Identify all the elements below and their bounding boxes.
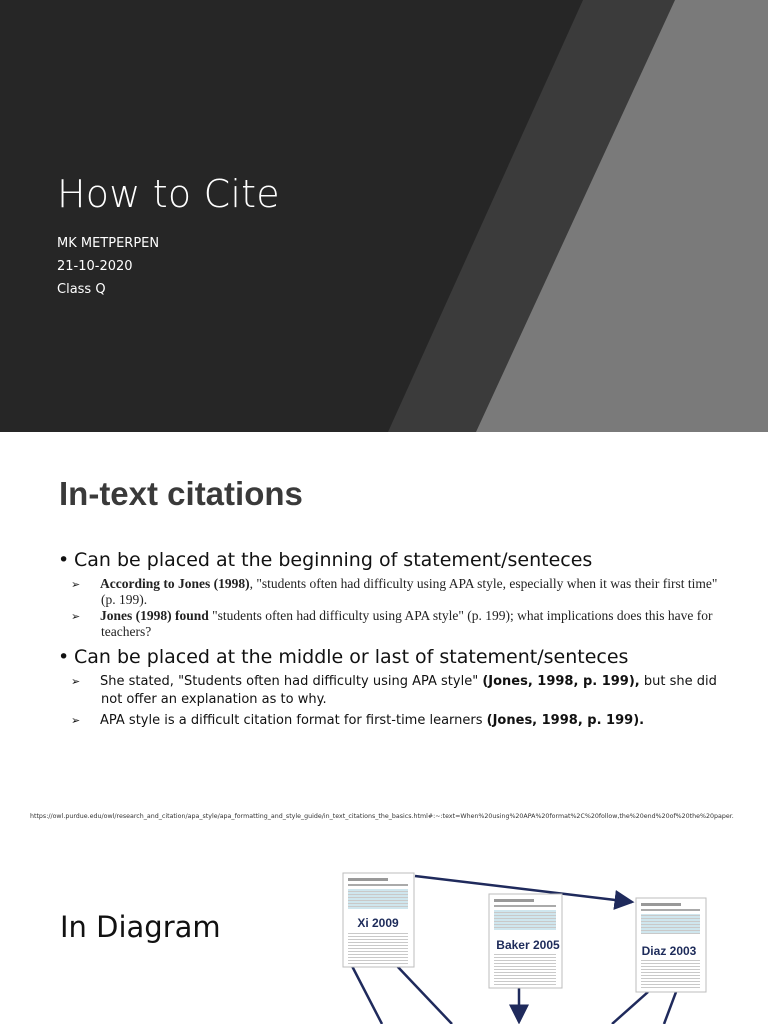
author-name: MK METPERPEN	[57, 236, 160, 251]
paper-diaz-2003	[636, 898, 706, 992]
paper-label-xi: Xi 2009	[357, 916, 399, 930]
example-apa-difficult: ➢ APA style is a difficult citation format for first-time learners (Jones, 1998, p. 199).	[71, 713, 645, 728]
arrow-diaz-down-1	[612, 992, 648, 1024]
in-text-citations-slide	[0, 432, 768, 864]
arrow-xi-down-2	[397, 966, 452, 1024]
bullet-middle-or-last: • Can be placed at the middle or last of statement/senteces	[58, 646, 629, 668]
paper-baker-2005	[489, 894, 562, 988]
arrow-bullet-icon: ➢	[71, 714, 81, 727]
bullet-dot: •	[58, 646, 70, 668]
bullet-dot: •	[58, 549, 70, 571]
example-according-to-jones: ➢ According to Jones (1998), "students often had difficulty using APA style, especially when it was their first time" (p. 199).	[71, 576, 718, 607]
arrow-bullet-icon: ➢	[71, 611, 81, 623]
presentation-date: 21-10-2020	[57, 259, 133, 274]
background-stripes	[0, 0, 768, 432]
example-jones-found: ➢ Jones (1998) found "students often had difficulty using APA style" (p. 199); what implications does this have for teachers?	[71, 608, 713, 639]
arrow-xi-down-1	[352, 966, 382, 1024]
arrow-bullet-icon: ➢	[71, 675, 81, 688]
in-diagram-slide	[0, 864, 768, 1024]
slide-title: In-text citations	[59, 475, 303, 512]
arrow-diaz-down-2	[664, 992, 676, 1024]
bullet-beginning: • Can be placed at the beginning of statement/senteces	[58, 549, 593, 571]
arrow-bullet-icon: ➢	[71, 579, 81, 591]
citation-diagram	[0, 864, 768, 1024]
paper-label-diaz: Diaz 2003	[641, 944, 697, 958]
example-she-stated: ➢ She stated, "Students often had difficulty using APA style" (Jones, 1998, p. 199), but she did not offer an explanation as to why.	[71, 674, 717, 707]
paper-xi-2009	[343, 873, 414, 967]
presentation-title: How to Cite	[57, 172, 280, 216]
source-url: https://owl.purdue.edu/owl/research_and_citation/apa_style/apa_formatting_and_style_guide/in_text_citations_the_basics.html#:~:text=When%20using%20APA%20format%2C%20follow,the%20end%20of%20the%20paper.	[30, 813, 734, 820]
paper-label-baker: Baker 2005	[496, 938, 560, 952]
title-slide	[0, 0, 768, 432]
slide-title: In Diagram	[60, 910, 221, 944]
class-name: Class Q	[57, 282, 106, 297]
